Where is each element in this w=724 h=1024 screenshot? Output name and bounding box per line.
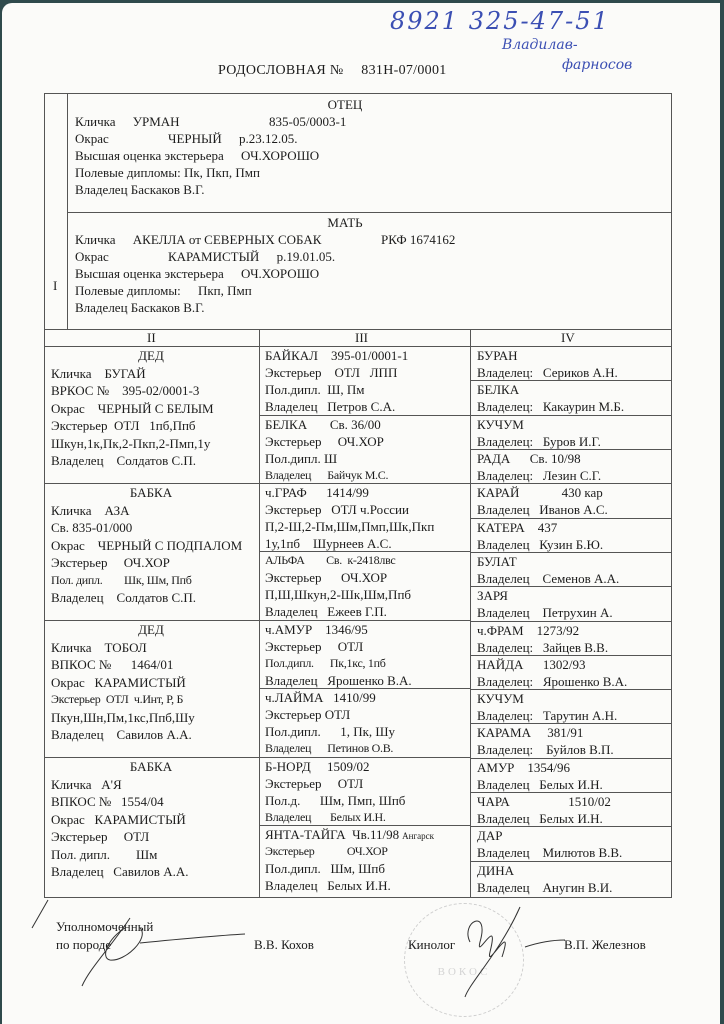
- field-label: Высшая оценка экстерьера: [75, 148, 224, 163]
- mother-born: р.19.01.05.: [276, 249, 336, 264]
- gen2-heading: БАБКА: [129, 759, 173, 774]
- gen3-cell: [265, 758, 469, 826]
- divider: [67, 212, 672, 213]
- gen2-line: Кличка БУГАЙ: [51, 365, 146, 381]
- gen2-heading: ДЕД: [138, 622, 164, 637]
- gen4-owner: Владелец: Ярошенко В.А.: [477, 674, 628, 689]
- gen3-cell: [265, 484, 469, 552]
- gen4-owner: Владелец Милютов В.В.: [477, 845, 623, 860]
- handwritten-phone: 8921 325-47-51: [390, 7, 610, 35]
- field-label: Окрас: [75, 131, 109, 146]
- gen2-line: Экстерьер ОТЛ: [51, 829, 150, 844]
- field-label: Полевые дипломы:: [75, 283, 181, 298]
- father-exterior-row: [75, 147, 665, 164]
- father-owner: Баскаков В.Г.: [130, 182, 205, 197]
- gen4-name: БЕЛКА: [477, 382, 520, 397]
- gen3-line: Экстерьер ОТЛ: [265, 707, 351, 722]
- title-text: РОДОСЛОВНАЯ: [218, 63, 326, 78]
- gen2-line: Пол. дипл. Шк, Шм, Ппб: [51, 572, 192, 587]
- gen4-cell: [477, 553, 669, 587]
- gen3-cell: [265, 621, 469, 689]
- gen4-cell: [477, 450, 669, 484]
- father-name: УРМАН: [132, 114, 180, 129]
- signature-cynologist: [430, 902, 570, 1002]
- father-cell: [75, 96, 665, 198]
- mother-exterior-row: [75, 265, 665, 282]
- gen4-name: КАТЕРА 437: [477, 520, 558, 535]
- gen3-line: АЛЬФА Св. к-2418лвс: [265, 553, 396, 567]
- gen3-cell: [265, 826, 469, 894]
- father-color: ЧЕРНЫЙ: [168, 131, 222, 146]
- gen3-line: 1у,1пб Шурнеев А.С.: [265, 536, 392, 551]
- cynologist-label: Кинолог: [408, 937, 456, 952]
- gen3-line: Экстерьер ОТЛ ЛПП: [265, 365, 398, 380]
- gen4-owner: Владелец: Сериков А.Н.: [477, 365, 618, 380]
- gen4-name: ЧАРА 1510/02: [477, 794, 611, 809]
- gen2-line: Владелец Савилов А.А.: [51, 727, 192, 742]
- gen4-cell: [477, 381, 669, 415]
- signature-authorized: [30, 898, 250, 988]
- gen4-cell: [477, 416, 669, 450]
- gen3-line: БЕЛКА Св. 36/00: [265, 417, 381, 432]
- mother-owner-row: [75, 299, 665, 316]
- gen4-name: КУЧУМ: [477, 417, 524, 432]
- gen4-owner: Владелец: Буйлов В.П.: [477, 742, 614, 757]
- generation-label-II: II: [147, 330, 156, 345]
- generation-label-IV: IV: [561, 330, 575, 345]
- gen4-cell: [477, 484, 669, 518]
- gen4-owner: Владелец Иванов А.С.: [477, 502, 608, 517]
- gen2-line: Кличка АЗА: [51, 502, 130, 518]
- mother-cell: [75, 214, 665, 316]
- gen4-owner: Владелец Анугин В.И.: [477, 880, 613, 895]
- gen4-cell: [477, 759, 669, 793]
- gen2-cell: [51, 758, 256, 881]
- gen4-owner: Владелец Петрухин А.: [477, 605, 613, 620]
- gen2-line: Экстерьер ОЧ.ХОР: [51, 555, 170, 570]
- mother-exterior: ОЧ.ХОРОШО: [241, 266, 320, 281]
- field-label: Высшая оценка экстерьера: [75, 266, 224, 281]
- gen4-cell: [477, 587, 669, 621]
- handwritten-name-line2: фарносов: [562, 57, 633, 73]
- gen3-line: Владелец Ярошенко В.А.: [265, 673, 412, 688]
- mother-heading: МАТЬ: [327, 215, 363, 230]
- gen4-name: ч.ФРАМ 1273/92: [477, 623, 580, 638]
- gen4-cell: [477, 827, 669, 861]
- gen2-line: Владелец Савилов А.А.: [51, 864, 189, 879]
- father-reg: 835-05/0003-1: [269, 114, 347, 129]
- gen4-owner: Владелец: Буров И.Г.: [477, 434, 601, 449]
- gen4-cell: [477, 793, 669, 827]
- mother-color: КАРАМИСТЫЙ: [168, 249, 260, 264]
- pedigree-table: [44, 93, 672, 898]
- gen4-owner: Владелец: Зайцев В.В.: [477, 640, 609, 655]
- gen4-cell: [477, 622, 669, 656]
- gen2-line: Окрас ЧЕРНЫЙ С ПОДПАЛОМ: [51, 537, 243, 553]
- gen3-line: [265, 826, 469, 843]
- gen3-cell: [265, 416, 469, 484]
- gen3-line: Владелец Петинов О.В.: [265, 741, 394, 755]
- father-heading: ОТЕЦ: [327, 97, 363, 112]
- gen4-owner: Владелец Белых И.Н.: [477, 777, 603, 792]
- field-label: Кличка: [75, 232, 116, 247]
- gen3-line: Пол.дипл. Пк,1кс, 1пб: [265, 656, 386, 670]
- gen4-cell: [477, 862, 669, 896]
- gen3-line: Экстерьер ОТЛ ч.России: [265, 502, 409, 517]
- gen2-heading: БАБКА: [129, 485, 173, 500]
- gen2-line: Св. 835-01/000: [51, 520, 133, 535]
- gen3-line: Пол.д. Шм, Пмп, Шпб: [265, 793, 406, 808]
- mother-owner: Баскаков В.Г.: [130, 300, 205, 315]
- gen4-name: КУЧУМ: [477, 691, 524, 706]
- gen2-line: Окрас ЧЕРНЫЙ С БЕЛЫМ: [51, 400, 214, 416]
- mother-reg: РКФ 1674162: [381, 232, 456, 247]
- handwritten-name-line1: Владилав-: [502, 37, 578, 53]
- gen4-name: БУЛАТ: [477, 554, 517, 569]
- gen2-line: ВРКОС № 395-02/0001-3: [51, 383, 200, 398]
- gen3-line: Владелец Байчук М.С.: [265, 468, 389, 482]
- generation-label-I: I: [53, 278, 58, 293]
- gen2-line: Владелец Солдатов С.П.: [51, 453, 197, 468]
- gen4-cell: [477, 347, 669, 381]
- mother-diplomas-row: [75, 282, 665, 299]
- gen3-line: Пол.дипл. Шм, Шпб: [265, 861, 385, 876]
- gen2-line: Владелец Солдатов С.П.: [51, 590, 197, 605]
- mother-color-row: [75, 248, 665, 265]
- father-diplomas: Пк, Пкп, Пмп: [183, 165, 260, 180]
- authorized-name: В.В. Кохов: [254, 937, 314, 952]
- father-name-row: [75, 113, 665, 130]
- gen4-owner: Владелец Белых И.Н.: [477, 811, 603, 826]
- gen4-name: ЗАРЯ: [477, 588, 508, 603]
- gen3-line: Владелец Белых И.Н.: [265, 810, 386, 824]
- pedigree-number: 831Н-07/0001: [361, 63, 447, 78]
- gen4-name: НАЙДА 1302/93: [477, 657, 586, 672]
- gen3-line: Владелец Петров С.А.: [265, 399, 396, 414]
- gen4-name: КАРАЙ 430 кар: [477, 485, 603, 500]
- gen4-owner: Владелец: Какаурин М.Б.: [477, 399, 625, 414]
- gen3-line: Экстерьер ОЧ.ХОР: [265, 844, 388, 858]
- gen3-line: П,2-Ш,2-Пм,Шм,Пмп,Шк,Пкп: [265, 519, 435, 534]
- gen2-line: Кличка ТОБОЛ: [51, 639, 147, 655]
- gen3-line: Экстерьер ОТЛ: [265, 639, 364, 654]
- gen4-cell: [477, 724, 669, 758]
- field-label: Полевые дипломы:: [75, 165, 181, 180]
- gen3-line: Экстерьер ОЧ.ХОР: [265, 434, 384, 449]
- gen3-cell: [265, 552, 469, 620]
- father-exterior: ОЧ.ХОРОШО: [241, 148, 320, 163]
- authorized-label-line2: по породе: [56, 937, 112, 952]
- gen4-name: КАРАМА 381/91: [477, 725, 584, 740]
- gen4-cell: [477, 656, 669, 690]
- gen3-line: ч.ГРАФ 1414/99: [265, 485, 369, 500]
- gen3-line: Владелец Белых И.Н.: [265, 878, 391, 893]
- number-sign: №: [329, 63, 344, 78]
- gen3-name: ЯНТА-ТАЙГА Чв.11/98: [265, 827, 400, 842]
- gen3-line: Экстерьер ОЧ.ХОР: [265, 570, 388, 585]
- gen2-cell: [51, 621, 256, 744]
- father-diplomas-row: [75, 164, 665, 181]
- gen3-cell: [265, 689, 469, 757]
- gen2-line: Окрас КАРАМИСТЫЙ: [51, 674, 186, 690]
- gen3-line: Б-НОРД 1509/02: [265, 759, 370, 774]
- gen3-line: ч.ЛАЙМА 1410/99: [265, 690, 376, 705]
- gen3-note: Ангарск: [402, 831, 434, 841]
- father-owner-row: [75, 181, 665, 198]
- gen2-line: Пкун,Шн,Пм,1кс,Ппб,Шу: [51, 709, 195, 725]
- gen2-line: ВПКОС № 1554/04: [51, 794, 164, 809]
- gen4-owner: Владелец: Лезин С.Г.: [477, 468, 602, 483]
- gen3-cell: [265, 347, 469, 415]
- gen2-line: Экстерьер ОТЛ ч.Инт, Р, Б: [51, 692, 184, 706]
- gen2-line: Окрас КАРАМИСТЫЙ: [51, 811, 186, 827]
- father-color-row: [75, 130, 665, 147]
- field-label: Владелец: [75, 300, 128, 315]
- field-label: Кличка: [75, 114, 116, 129]
- gen4-name: БУРАН: [477, 348, 518, 363]
- generation-label-III: III: [355, 330, 368, 345]
- gen2-heading: ДЕД: [138, 348, 164, 363]
- stamp-text: ВОКОС: [437, 966, 491, 978]
- mother-name: АКЕЛЛА от СЕВЕРНЫХ СОБАК: [132, 232, 322, 247]
- gen2-cell: [51, 484, 256, 607]
- gen2-line: Шкун,1к,Пк,2-Пкп,2-Пмп,1у: [51, 435, 211, 451]
- document-title: [218, 63, 447, 79]
- gen4-owner: Владелец Семенов А.А.: [477, 571, 620, 586]
- field-label: Владелец: [75, 182, 128, 197]
- gen4-name: АМУР 1354/96: [477, 760, 570, 775]
- gen3-line: Владелец Ежеев Г.П.: [265, 604, 387, 619]
- mother-name-row: [75, 231, 665, 248]
- gen3-line: Экстерьер ОТЛ: [265, 776, 364, 791]
- gen2-cell: [51, 347, 256, 470]
- cynologist-name: В.П. Железнов: [564, 937, 646, 952]
- gen3-line: ч.АМУР 1346/95: [265, 622, 368, 637]
- gen3-line: Пол.дипл. 1, Пк, Шу: [265, 724, 396, 739]
- father-born: р.23.12.05.: [238, 131, 298, 146]
- gen2-line: ВПКОС № 1464/01: [51, 657, 174, 672]
- gen2-line: Пол. дипл. Шм: [51, 846, 158, 862]
- gen4-name: ДАР: [477, 828, 503, 843]
- gen4-owner: Владелец Кузин Б.Ю.: [477, 537, 604, 552]
- gen4-name: РАДА Св. 10/98: [477, 451, 581, 466]
- field-label: Окрас: [75, 249, 109, 264]
- gen3-line: БАЙКАЛ 395-01/0001-1: [265, 348, 409, 363]
- authorized-label-line1: Уполномоченный: [56, 919, 154, 934]
- gen2-line: Экстерьер ОТЛ 1пб,Ппб: [51, 418, 196, 433]
- gen4-owner: Владелец: Тарутин А.Н.: [477, 708, 618, 723]
- gen4-cell: [477, 519, 669, 553]
- gen4-cell: [477, 690, 669, 724]
- gen3-line: Пол.дипл. Ш, Пм: [265, 382, 365, 397]
- gen3-line: Пол.дипл. Ш: [265, 451, 338, 466]
- mother-diplomas: Пкп, Пмп: [197, 283, 252, 298]
- gen2-line: Кличка А'Я: [51, 776, 122, 792]
- gen3-line: П,Ш,Шкун,2-Шк,Шм,Ппб: [265, 587, 412, 602]
- gen4-name: ДИНА: [477, 863, 515, 878]
